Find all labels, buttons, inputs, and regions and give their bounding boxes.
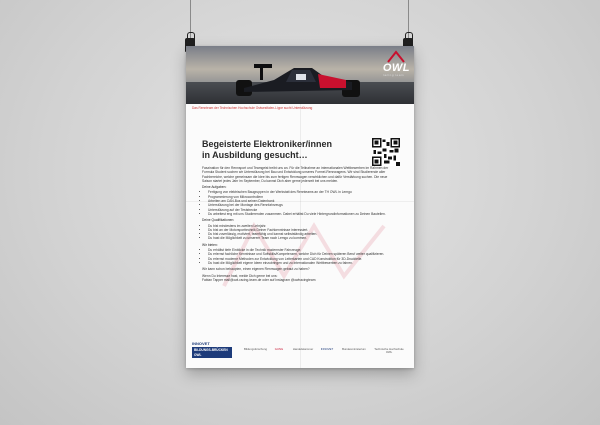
- sponsor-footer: [192, 342, 408, 362]
- intro-text: Faszination für den Rennsport und Teamgeist treibt uns an. Für die Teilnahme an internationalen Wettbewerben im Rahmen der Formula Student suchen wir Unterstützung bei Bau und Entwicklung unseres Formel-Rennwagens. Wir sind Studierende aller Fachbereiche, welche gemeinsam die Idee bis zum fertigen Rennwagen verwirklichen und dafür Verstärkung suchen. Die neue Saison startet jedes Jahr im September, Du kannst Dich aber gerne jederzeit bei uns melden.: [202, 166, 389, 183]
- list-item: • Programmierung von Mikrocontrollern: [208, 195, 398, 199]
- list-item: • Du hast die Möglichkeit zu unserem Team nach Lemgo zu kommen.: [208, 236, 398, 240]
- list-item: • Du bist zuverlässig, motiviert, teamfähig und kannst selbstständig arbeiten.: [208, 232, 398, 236]
- offer-list: [202, 248, 398, 265]
- list-item: • Arbeiten am CAN-Bus und seinen Datenbank: [208, 199, 398, 203]
- list-item: • Du hast die Möglichkeit eigene Ideen einzubringen und zu internationalen Wettbewerben zu fahren.: [208, 261, 398, 265]
- list-item: • Fertigung von elektrischen Baugruppen in der Werkstatt des Rennteams an der TH OWL in Lemgo: [208, 190, 398, 194]
- list-item: • Du erhältst tiefe Einblicke in die Technik modernster Fahrzeuge.: [208, 248, 398, 252]
- title-line-1: Begeisterte Elektroniker/innen: [202, 139, 333, 149]
- list-item: • Du bist mindestens im zweiten Lehrjahr.: [208, 224, 398, 228]
- sponsor-logo: INNOVET: [320, 347, 334, 351]
- list-item: • Du arbeitest eng mit uns Studierenden zusammen. Dabei erhältst Du viele Hintergrundinformationen zu Deinen Bauteilen.: [208, 212, 398, 216]
- list-item: • Du erlernst fachliche Kenntnisse und Softskills/Kompetenzen, welche Dich für Deinen späteren Beruf weiter qualifizieren.: [208, 252, 398, 256]
- offer-heading: Wir bieten:: [202, 242, 218, 247]
- contact-text: Wenn Du Interesse hast, melde Dich gerne bei uns:: [202, 273, 278, 278]
- list-item: • Unterstützung auf der Teststrecke: [208, 208, 398, 212]
- sponsor-logo: Handelskammer: [292, 347, 314, 351]
- list-item: • Du bist an der Motorsporttechnik Deiner Fachkenntnisse interessiert.: [208, 228, 398, 232]
- sponsor-logo: Bundesministerium: [342, 347, 366, 351]
- brand-logo: OWL racing team: [382, 62, 410, 77]
- poster: [186, 46, 414, 368]
- racecar-icon: [234, 58, 362, 100]
- qualifications-list: [202, 224, 398, 241]
- tasks-list: [202, 190, 398, 216]
- racecar-photo: [186, 46, 414, 104]
- closing-text: Wir kann schon behaupten, einen eigenen Rennwagen gebaut zu haben?: [202, 267, 310, 272]
- sponsor-logo: Bildungsforschung: [244, 347, 268, 351]
- qr-code-icon: [372, 138, 400, 166]
- contact-name: Fabian Tapper mail@owl-racing-team.de oder auf Instagram @owlracingteam: [202, 277, 316, 282]
- sponsor-logo: GUNG: [274, 347, 284, 351]
- sponsor-logo: Technische Hochschule OWL: [374, 347, 404, 354]
- list-item: • Du erlernst moderne Methoden zur Entwicklung von Leiterkarten und CAD Konstruktion für 3D-Drucktelle.: [208, 257, 398, 261]
- innovet-logo: INNOVET BILDUNGS-BRÜCKEN OWL: [192, 342, 232, 358]
- poster-body: [202, 166, 398, 284]
- qualifications-heading: Deine Qualifikationen:: [202, 218, 235, 223]
- poster-title: [202, 139, 362, 161]
- photo-caption: Das Rennteam der Technischen Hochschule Ostwestfalen-Lippe sucht Unterstützung: [192, 106, 313, 110]
- list-item: • Unterstützung bei der Montage des Rennfahrzeugs: [208, 203, 398, 207]
- title-line-2: in Ausbildung gesucht…: [202, 150, 308, 160]
- tasks-heading: Deine Aufgaben:: [202, 185, 227, 190]
